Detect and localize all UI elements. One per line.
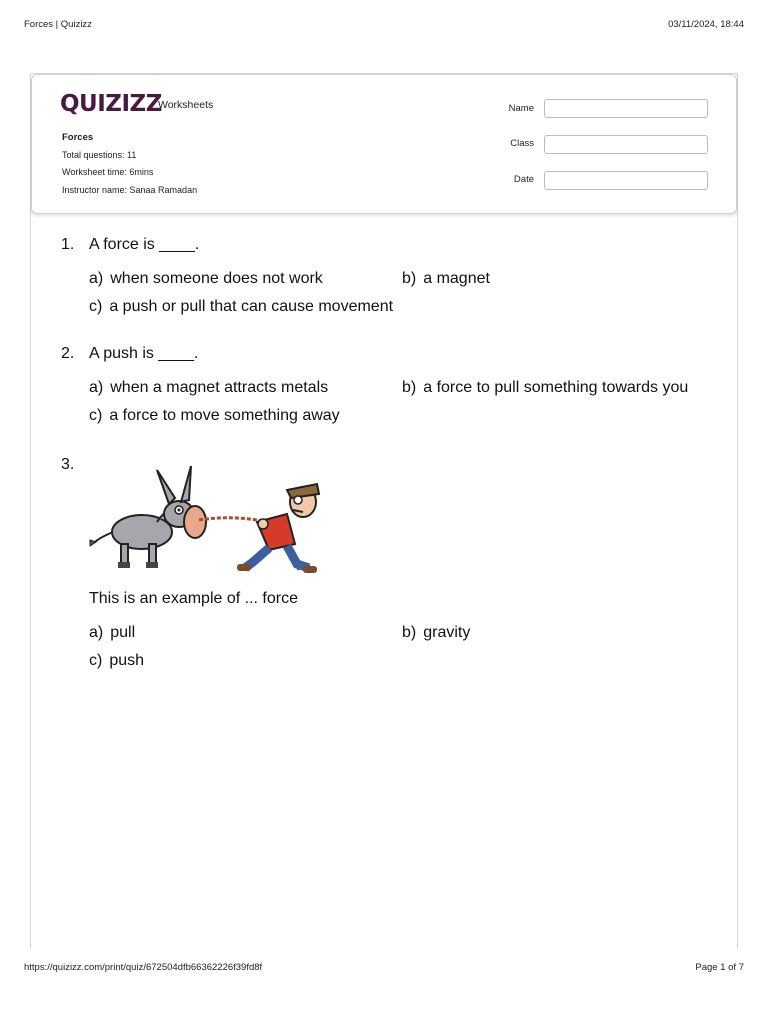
option-letter: b) [402,624,417,641]
option-letter: b) [402,379,417,396]
question-text: A force is ____. [89,236,200,253]
question-number: 2. [61,345,75,362]
option-text: a magnet [423,270,490,287]
date-label: Date [513,174,534,185]
date-field[interactable] [544,171,708,190]
q2-option-b [402,379,688,397]
q3-option-b [402,624,470,642]
total-questions: Total questions: 11 [62,149,137,160]
name-label: Name [508,103,534,114]
print-url[interactable]: https://quizizz.com/print/quiz/672504dfb66362226f39fd8f [24,962,263,973]
option-text: a push or pull that can cause movement [109,298,394,315]
option-letter: c) [89,407,103,424]
quizizz-logo[interactable]: QUIZIZZ [60,91,162,117]
option-text: pull [110,624,136,641]
worksheet-header-card [31,74,737,214]
option-letter: c) [89,298,103,315]
instructor-name: Instructor name: Sanaa Ramadan [62,184,198,195]
question-text: This is an example of ... force [89,590,298,607]
option-text: gravity [423,624,471,641]
option-text: when a magnet attracts metals [110,379,329,396]
q2-option-c [89,407,340,425]
q1-option-b [402,270,490,288]
option-text: when someone does not work [110,270,323,287]
donkey-tug-of-war-illustration [87,452,327,577]
option-letter: b) [402,270,417,287]
option-letter: a) [89,270,104,287]
question-number: 3. [61,456,75,473]
q1-option-c [89,298,393,316]
print-datetime: 03/11/2024, 18:44 [668,19,744,30]
q1-option-a [89,270,323,288]
option-text: push [109,652,145,669]
worksheet-time: Worksheet time: 6mins [62,167,154,177]
option-text: a force to pull something towards you [423,379,689,396]
worksheets-label: Worksheets [158,99,214,111]
worksheet-page [30,73,738,949]
print-header [24,19,744,30]
option-text: a force to move something away [109,407,340,424]
q3-option-c [89,652,144,670]
print-title: Forces | Quizizz [24,19,92,30]
option-letter: c) [89,652,103,669]
class-label: Class [510,138,534,149]
worksheet-meta [62,129,197,199]
question-number: 1. [61,236,75,253]
option-letter: a) [89,379,104,396]
q3-option-a [89,624,135,642]
question-text: A push is ____. [89,345,199,362]
worksheet-title: Forces [62,132,94,143]
q2-option-a [89,379,328,397]
name-field[interactable] [544,99,708,118]
option-letter: a) [89,624,104,641]
print-footer [24,962,744,973]
class-field[interactable] [544,135,708,154]
page-number: Page 1 of 7 [695,962,744,973]
